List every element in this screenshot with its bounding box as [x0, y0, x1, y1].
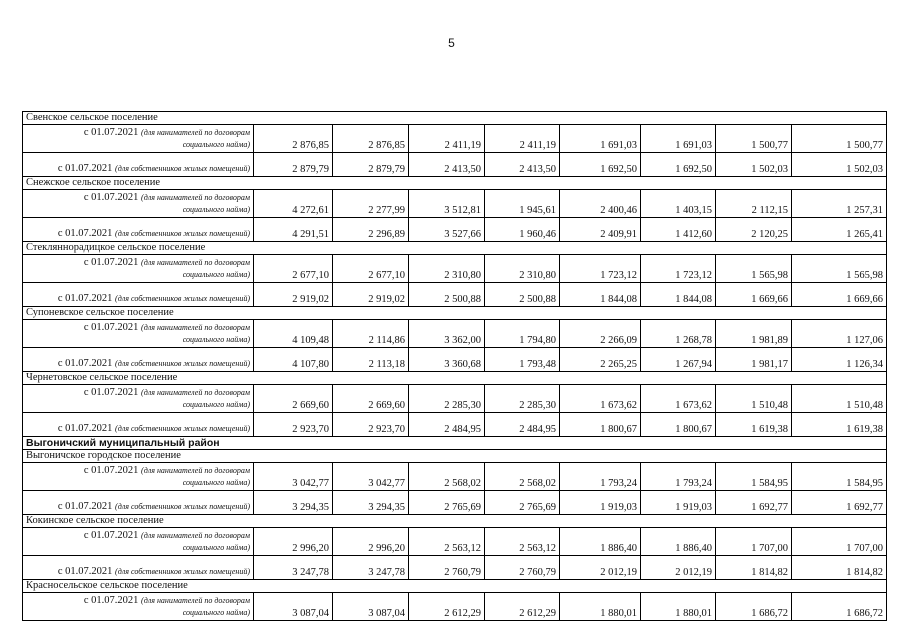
tariff-value-cell: 3 527,66: [409, 218, 485, 242]
tariff-value-cell: 2 996,20: [333, 528, 409, 556]
tariff-value-cell: 1 673,62: [641, 385, 716, 413]
settlement-name: Выгоничское городское поселение: [23, 450, 887, 463]
tariff-value-cell: 1 723,12: [560, 255, 641, 283]
tariff-value-cell: 1 886,40: [641, 528, 716, 556]
row-label: [23, 125, 254, 153]
tariff-value-cell: 2 114,86: [333, 320, 409, 348]
tariff-value-cell: 1 619,38: [716, 413, 792, 437]
table-row: [23, 125, 887, 153]
table-row: [23, 320, 887, 348]
tariff-value-cell: 3 512,81: [409, 190, 485, 218]
settlement-name: Стекляннорадицкое сельское поселение: [23, 242, 887, 255]
row-note-continued: социального найма): [182, 542, 250, 552]
tariff-value-cell: 1 669,66: [792, 283, 887, 307]
tariff-value-cell: 1 500,77: [792, 125, 887, 153]
tariff-value-cell: 1 584,95: [792, 463, 887, 491]
tariff-value-cell: 1 794,80: [485, 320, 560, 348]
row-date: с 01.07.2021: [83, 191, 139, 203]
tariff-value-cell: 2 760,79: [409, 556, 485, 580]
tariff-value-cell: 1 793,24: [641, 463, 716, 491]
row-note: (для нанимателей по договорам: [141, 127, 250, 137]
row-note: (для нанимателей по договорам: [141, 387, 250, 397]
tariff-value-cell: 1 723,12: [641, 255, 716, 283]
table-row: [23, 348, 887, 372]
tariff-value-cell: 2 112,15: [716, 190, 792, 218]
tariff-value-cell: 2 760,79: [485, 556, 560, 580]
row-note: (для нанимателей по договорам: [141, 595, 250, 605]
tariff-value-cell: 1 880,01: [560, 593, 641, 621]
tariff-value-cell: 2 310,80: [485, 255, 560, 283]
tariff-value-cell: 1 919,03: [560, 491, 641, 515]
row-date: с 01.07.2021: [83, 126, 139, 138]
tariff-value-cell: 1 691,03: [641, 125, 716, 153]
tariff-value-cell: 2 612,29: [409, 593, 485, 621]
tariff-value-cell: 3 087,04: [333, 593, 409, 621]
tariff-value-cell: 2 879,79: [254, 153, 333, 177]
table-row: [23, 463, 887, 491]
tariff-value-cell: 1 960,46: [485, 218, 560, 242]
row-date: с 01.07.2021: [83, 256, 139, 268]
row-date: с 01.07.2021: [57, 293, 113, 304]
tariff-value-cell: 1 692,77: [792, 491, 887, 515]
tariff-value-cell: 4 107,80: [254, 348, 333, 372]
tariff-value-cell: 1 707,00: [716, 528, 792, 556]
settlement-header-row: [23, 372, 887, 385]
tariff-value-cell: 3 362,00: [409, 320, 485, 348]
row-note: (для нанимателей по договорам: [141, 530, 250, 540]
tariff-value-cell: 2 484,95: [485, 413, 560, 437]
row-note: (для собственников жилых помещений): [115, 164, 250, 173]
tariff-value-cell: 2 919,02: [333, 283, 409, 307]
tariff-value-cell: 2 563,12: [485, 528, 560, 556]
tariff-value-cell: 1 268,78: [641, 320, 716, 348]
row-date: с 01.07.2021: [83, 321, 139, 333]
tariff-value-cell: 2 923,70: [254, 413, 333, 437]
tariff-value-cell: 4 272,61: [254, 190, 333, 218]
row-label: [23, 320, 254, 348]
tariff-value-cell: 2 765,69: [409, 491, 485, 515]
tariff-value-cell: 2 484,95: [409, 413, 485, 437]
tariff-value-cell: 3 247,78: [254, 556, 333, 580]
row-date: с 01.07.2021: [57, 566, 113, 577]
row-label: [23, 556, 254, 580]
tariff-value-cell: 2 277,99: [333, 190, 409, 218]
row-label: [23, 283, 254, 307]
row-date: с 01.07.2021: [83, 464, 139, 476]
row-note: (для нанимателей по договорам: [141, 257, 250, 267]
row-label: [23, 218, 254, 242]
tariff-value-cell: 1 945,61: [485, 190, 560, 218]
tariff-value-cell: 1 800,67: [641, 413, 716, 437]
tariff-value-cell: 1 565,98: [716, 255, 792, 283]
tariff-value-cell: 3 042,77: [333, 463, 409, 491]
row-label: [23, 413, 254, 437]
tariff-value-cell: 4 109,48: [254, 320, 333, 348]
tariff-value-cell: 1 257,31: [792, 190, 887, 218]
tariff-value-cell: 1 502,03: [716, 153, 792, 177]
row-date: с 01.07.2021: [83, 529, 139, 541]
row-label: [23, 528, 254, 556]
tariff-value-cell: 2 266,09: [560, 320, 641, 348]
table-row: [23, 593, 887, 621]
settlement-name: Снежское сельское поселение: [23, 177, 887, 190]
tariff-value-cell: 2 285,30: [409, 385, 485, 413]
table-row: [23, 528, 887, 556]
tariff-value-cell: 1 686,72: [792, 593, 887, 621]
tariff-value-cell: 1 981,17: [716, 348, 792, 372]
row-date: с 01.07.2021: [57, 501, 113, 512]
tariff-value-cell: 1 844,08: [560, 283, 641, 307]
row-label: [23, 348, 254, 372]
tariff-value-cell: 1 267,94: [641, 348, 716, 372]
tariff-value-cell: 3 042,77: [254, 463, 333, 491]
tariff-value-cell: 2 012,19: [641, 556, 716, 580]
tariff-value-cell: 1 981,89: [716, 320, 792, 348]
settlement-name: Чернетовское сельское поселение: [23, 372, 887, 385]
tariff-value-cell: 1 502,03: [792, 153, 887, 177]
tariff-value-cell: 1 692,77: [716, 491, 792, 515]
tariff-value-cell: 1 692,50: [641, 153, 716, 177]
tariff-value-cell: 1 510,48: [716, 385, 792, 413]
tariff-table: [22, 111, 887, 621]
tariff-value-cell: 3 087,04: [254, 593, 333, 621]
tariff-value-cell: 3 360,68: [409, 348, 485, 372]
tariff-value-cell: 1 686,72: [716, 593, 792, 621]
tariff-value-cell: 1 500,77: [716, 125, 792, 153]
row-note: (для нанимателей по договорам: [141, 192, 250, 202]
row-note-continued: социального найма): [182, 607, 250, 617]
tariff-value-cell: 2 413,50: [485, 153, 560, 177]
row-note-continued: социального найма): [182, 269, 250, 279]
tariff-value-cell: 2 876,85: [254, 125, 333, 153]
tariff-value-cell: 1 403,15: [641, 190, 716, 218]
tariff-value-cell: 3 247,78: [333, 556, 409, 580]
tariff-value-cell: 1 584,95: [716, 463, 792, 491]
row-label: [23, 463, 254, 491]
row-note-continued: социального найма): [182, 477, 250, 487]
table-row: [23, 190, 887, 218]
tariff-value-cell: 2 876,85: [333, 125, 409, 153]
tariff-value-cell: 2 923,70: [333, 413, 409, 437]
row-note: (для собственников жилых помещений): [115, 424, 250, 433]
tariff-value-cell: 1 919,03: [641, 491, 716, 515]
tariff-value-cell: 2 285,30: [485, 385, 560, 413]
row-label: [23, 385, 254, 413]
tariff-value-cell: 1 619,38: [792, 413, 887, 437]
tariff-value-cell: 1 691,03: [560, 125, 641, 153]
table-row: [23, 385, 887, 413]
table-row: [23, 283, 887, 307]
row-label: [23, 190, 254, 218]
tariff-value-cell: 2 568,02: [485, 463, 560, 491]
tariff-value-cell: 1 800,67: [560, 413, 641, 437]
tariff-value-cell: 2 500,88: [409, 283, 485, 307]
tariff-value-cell: 1 127,06: [792, 320, 887, 348]
row-date: с 01.07.2021: [83, 594, 139, 606]
table-row: [23, 556, 887, 580]
tariff-value-cell: 1 793,24: [560, 463, 641, 491]
tariff-value-cell: 2 563,12: [409, 528, 485, 556]
row-note: (для собственников жилых помещений): [115, 294, 250, 303]
tariff-value-cell: 2 669,60: [333, 385, 409, 413]
tariff-value-cell: 1 412,60: [641, 218, 716, 242]
tariff-value-cell: 2 411,19: [409, 125, 485, 153]
row-note-continued: социального найма): [182, 334, 250, 344]
table-row: [23, 413, 887, 437]
row-note-continued: социального найма): [182, 399, 250, 409]
tariff-value-cell: 1 673,62: [560, 385, 641, 413]
settlement-header-row: [23, 177, 887, 190]
settlement-header-row: [23, 112, 887, 125]
tariff-value-cell: 2 612,29: [485, 593, 560, 621]
row-note: (для собственников жилых помещений): [115, 567, 250, 576]
tariff-value-cell: 2 265,25: [560, 348, 641, 372]
tariff-value-cell: 2 012,19: [560, 556, 641, 580]
tariff-value-cell: 2 500,88: [485, 283, 560, 307]
tariff-value-cell: 1 126,34: [792, 348, 887, 372]
tariff-value-cell: 1 669,66: [716, 283, 792, 307]
tariff-value-cell: 1 692,50: [560, 153, 641, 177]
table-row: [23, 153, 887, 177]
table-row: [23, 255, 887, 283]
tariff-value-cell: 3 294,35: [254, 491, 333, 515]
district-header-row: [23, 437, 887, 450]
row-note: (для собственников жилых помещений): [115, 502, 250, 511]
tariff-value-cell: 2 113,18: [333, 348, 409, 372]
settlement-name: Красносельское сельское поселение: [23, 580, 887, 593]
row-date: с 01.07.2021: [57, 163, 113, 174]
tariff-value-cell: 2 996,20: [254, 528, 333, 556]
row-label: [23, 255, 254, 283]
tariff-value-cell: 1 565,98: [792, 255, 887, 283]
settlement-header-row: [23, 515, 887, 528]
tariff-value-cell: 1 265,41: [792, 218, 887, 242]
settlement-name: Кокинское сельское поселение: [23, 515, 887, 528]
tariff-value-cell: 1 880,01: [641, 593, 716, 621]
settlement-header-row: [23, 242, 887, 255]
settlement-header-row: [23, 580, 887, 593]
row-note-continued: социального найма): [182, 139, 250, 149]
tariff-value-cell: 2 765,69: [485, 491, 560, 515]
tariff-value-cell: 1 707,00: [792, 528, 887, 556]
tariff-value-cell: 1 886,40: [560, 528, 641, 556]
row-note: (для нанимателей по договорам: [141, 465, 250, 475]
tariff-value-cell: 2 411,19: [485, 125, 560, 153]
tariff-value-cell: 2 568,02: [409, 463, 485, 491]
tariff-value-cell: 2 919,02: [254, 283, 333, 307]
settlement-name: Супоневское сельское поселение: [23, 307, 887, 320]
row-note: (для нанимателей по договорам: [141, 322, 250, 332]
table-row: [23, 491, 887, 515]
row-date: с 01.07.2021: [83, 386, 139, 398]
tariff-value-cell: 2 677,10: [333, 255, 409, 283]
tariff-value-cell: 2 296,89: [333, 218, 409, 242]
tariff-value-cell: 2 400,46: [560, 190, 641, 218]
settlement-header-row: [23, 307, 887, 320]
tariff-value-cell: 1 814,82: [792, 556, 887, 580]
tariff-value-cell: 4 291,51: [254, 218, 333, 242]
row-date: с 01.07.2021: [57, 423, 113, 434]
tariff-value-cell: 2 879,79: [333, 153, 409, 177]
settlement-header-row: [23, 450, 887, 463]
tariff-value-cell: 2 409,91: [560, 218, 641, 242]
page-number: 5: [448, 36, 455, 50]
settlement-name: Свенское сельское поселение: [23, 112, 887, 125]
row-note: (для собственников жилых помещений): [115, 229, 250, 238]
row-date: с 01.07.2021: [57, 358, 113, 369]
row-note: (для собственников жилых помещений): [115, 359, 250, 368]
tariff-value-cell: 1 844,08: [641, 283, 716, 307]
row-note-continued: социального найма): [182, 204, 250, 214]
tariff-value-cell: 1 793,48: [485, 348, 560, 372]
tariff-value-cell: 3 294,35: [333, 491, 409, 515]
tariff-value-cell: 1 510,48: [792, 385, 887, 413]
row-label: [23, 491, 254, 515]
tariff-value-cell: 2 413,50: [409, 153, 485, 177]
table-row: [23, 218, 887, 242]
tariff-value-cell: 2 120,25: [716, 218, 792, 242]
row-label: [23, 593, 254, 621]
tariff-value-cell: 2 677,10: [254, 255, 333, 283]
tariff-value-cell: 2 310,80: [409, 255, 485, 283]
tariff-value-cell: 2 669,60: [254, 385, 333, 413]
row-label: [23, 153, 254, 177]
district-name: Выгоничский муниципальный район: [23, 437, 887, 450]
tariff-value-cell: 1 814,82: [716, 556, 792, 580]
row-date: с 01.07.2021: [57, 228, 113, 239]
